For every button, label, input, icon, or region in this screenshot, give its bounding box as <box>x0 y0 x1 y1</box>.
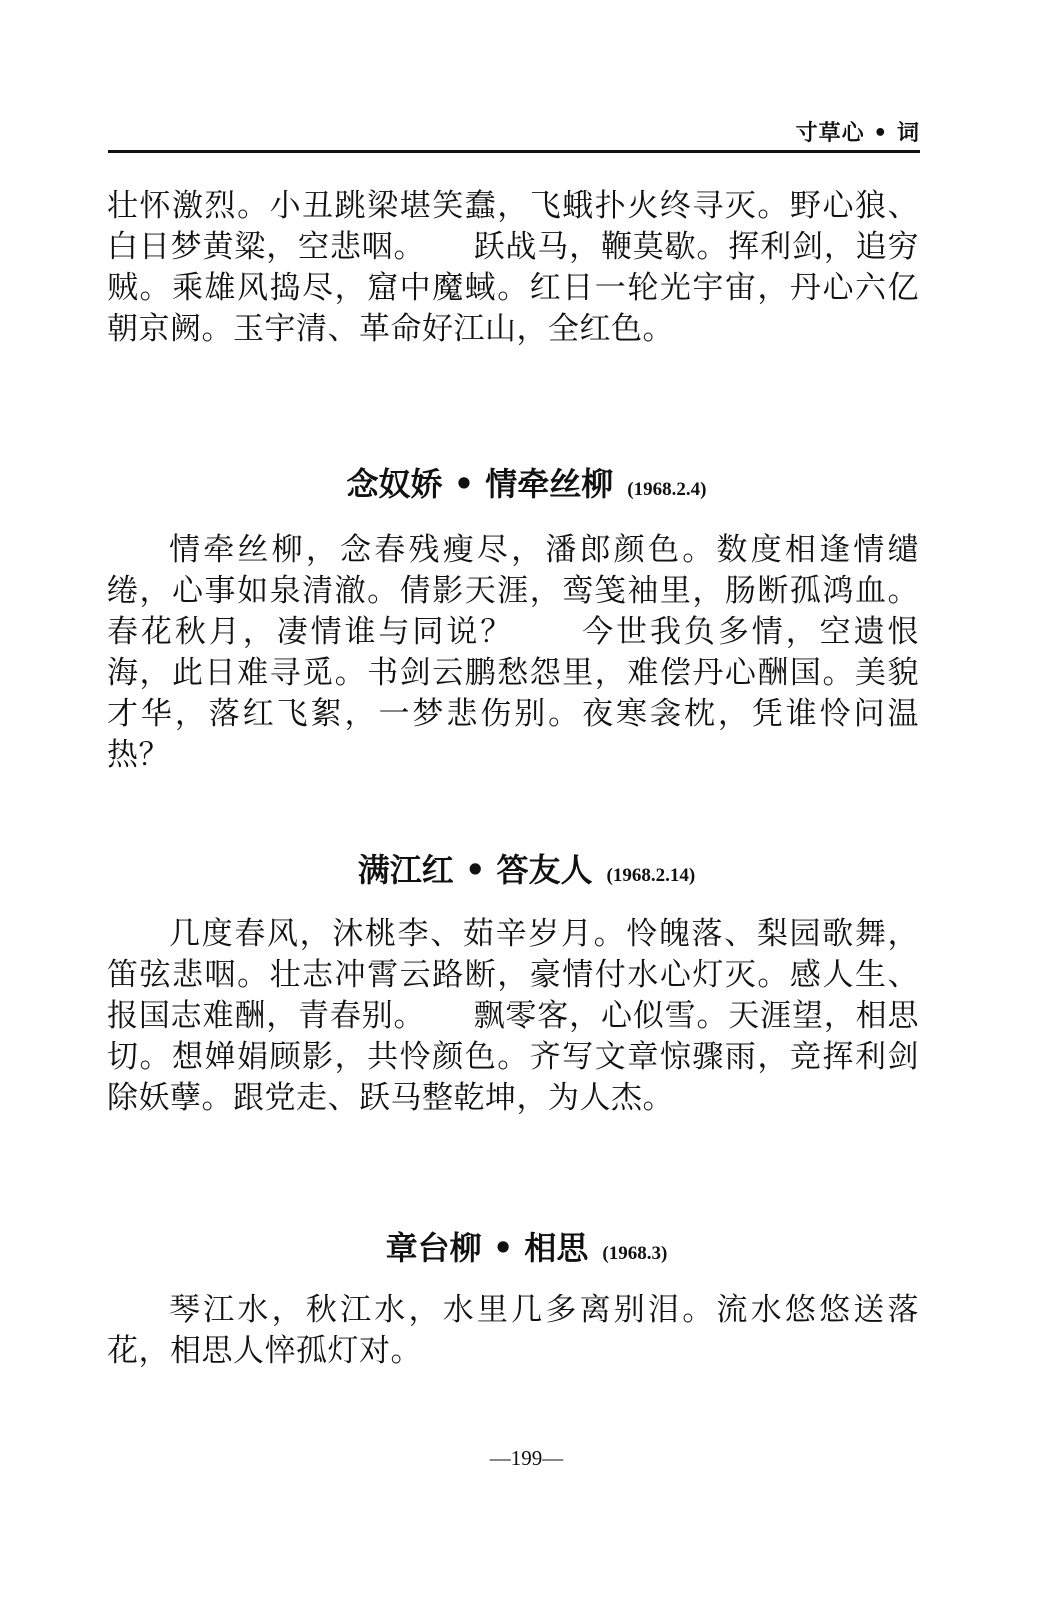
running-header: 寸草心 • 词 <box>795 121 920 146</box>
poem-date: (1968.3) <box>602 1243 668 1264</box>
poem-title-zhangtailiu <box>0 1228 1053 1274</box>
poem-text-zhangtailiu: 琴江水，秋江水，水里几多离别泪。流水悠悠送落花，相思人悴孤灯对。 <box>107 1292 919 1369</box>
poem-title-niannujiao <box>0 464 1053 510</box>
poem-title-manjianghong <box>0 850 1053 896</box>
poem-title-text: 念奴娇 • 情牵丝柳 <box>346 465 614 503</box>
poem-date: (1968.2.14) <box>606 865 696 886</box>
poem-text-manjianghong: 几度春风，沐桃李、茹辛岁月。怜魄落、梨园歌舞，笛弦悲咽。壮志冲霄云路断，豪情付水心灯灭。感人生、报国志难酬，青春别。 飘零客，心似雪。天涯望，相思切。想婵娟顾影，共怜颜色。齐写文章惊骤雨，竞挥利剑除妖孽。跟党走、跃马整乾坤，为人杰。 <box>107 916 919 1116</box>
poem-text-niannujiao: 情牵丝柳，念春残瘦尽，潘郎颜色。数度相逢情缱绻，心事如泉清澈。倩影天涯，鸾笺袖里，肠断孤鸿血。春花秋月，凄情谁与同说？ 今世我负多情，空遗恨海，此日难寻觅。书剑云鹏愁怨里，难偿丹心酬国。美貌才华，落红飞絮，一梦悲伤别。夜寒衾枕，凭谁怜问温热？ <box>107 532 919 773</box>
page-number: —199— <box>489 1446 564 1470</box>
poem-date: (1968.2.4) <box>627 479 707 500</box>
poem-title-text: 满江红 • 答友人 <box>357 851 593 889</box>
poem-continued-text: 壮怀激烈。小丑跳梁堪笑蠢，飞蛾扑火终寻灭。野心狼、白日梦黄粱，空悲咽。 跃战马，鞭莫歇。挥利剑，追穷贼。乘雄风捣尽，窟中魔蜮。红日一轮光宇宙，丹心六亿朝京阙。玉宇清、革命好江山，全红色。 <box>107 188 919 347</box>
poem-title-text: 章台柳 • 相思 <box>385 1229 589 1267</box>
header-rule <box>108 150 920 153</box>
